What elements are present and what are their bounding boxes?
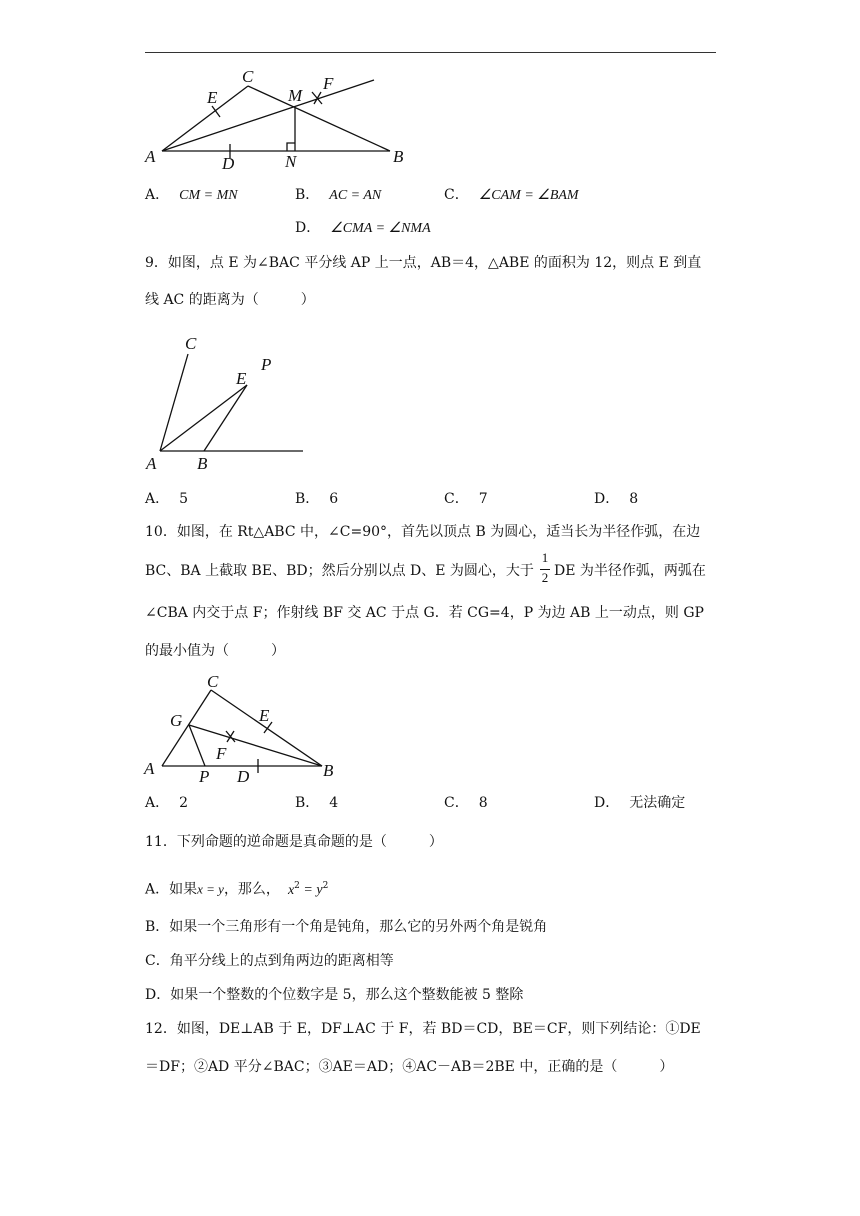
q8-option-d[interactable]: D． ∠CMA = ∠NMA [295,220,431,236]
q10-stem-line1: 10．如图，在 Rt△ABC 中，∠C=90°，首先以顶点 B 为圆心，适当长为半径作弧，在边 [145,524,701,540]
fig10-label-P: P [199,767,210,786]
q8-option-b[interactable]: B． AC = AN [295,187,382,203]
ray-BG [189,725,322,766]
q10-option-b[interactable]: B． 4 [295,795,339,811]
q12-stem-line1: 12．如图，DE⊥AB 于 E，DF⊥AC 于 F，若 BD＝CD，BE＝CF，则下列结论：①DE [145,1021,701,1037]
q10-stem-line2b: DE 为半径作弧，两弧在 [554,563,706,579]
fig10-label-B: B [323,761,334,780]
q9-option-a[interactable]: A． 5 [145,491,189,507]
fig10-label-A: A [144,759,155,778]
q10-option-a[interactable]: A． 2 [145,795,189,811]
q10-stem-line4: 的最小值为（ ） [145,643,285,659]
fig8-label-M: M [288,86,303,105]
q11-option-c[interactable]: C．角平分线上的点到角两边的距离相等 [145,953,394,969]
q9-option-b[interactable]: B． 6 [295,491,339,507]
q11-option-d[interactable]: D．如果一个整数的个位数字是 5，那么这个整数能被 5 整除 [145,987,524,1003]
fig8-label-A: A [145,147,156,166]
q10-option-d[interactable]: D． 无法确定 [594,795,686,811]
q9-figure [140,328,315,478]
fig10-label-D: D [237,767,250,786]
fig9-label-E: E [236,369,247,388]
fig8-label-F: F [323,74,334,93]
fig8-label-E: E [207,88,218,107]
segment-BE [204,385,247,451]
right-angle-mark [287,143,295,151]
q11-option-b[interactable]: B．如果一个三角形有一个角是钝角，那么它的另外两个角是锐角 [145,919,548,935]
fig8-label-N: N [285,152,297,171]
fig9-label-B: B [197,454,208,473]
fig9-label-C: C [185,334,197,353]
fig10-label-G: G [170,711,183,730]
header-rule [145,52,716,53]
q9-option-d[interactable]: D． 8 [594,491,639,507]
fig9-label-A: A [146,454,157,473]
fig8-label-C: C [242,67,254,86]
segment-GP [189,725,205,766]
q9-option-c[interactable]: C． 7 [444,491,488,507]
q9-stem-line2: 线 AC 的距离为（ ） [145,292,315,308]
segment-AC [162,86,248,151]
q12-stem-line2: ＝DF；②AD 平分∠BAC；③AE＝AD；④AC－AB＝2BE 中，正确的是（ ） [145,1059,674,1075]
fig8-label-D: D [222,154,235,173]
fig10-label-F: F [216,744,227,763]
q8-figure [140,66,430,176]
q11-option-a[interactable]: A．如果x = y，那么， $x^2 = y^2$ [145,881,329,898]
fig10-label-C: C [207,672,219,691]
ray-AC [160,354,188,451]
ray-AP [160,385,247,451]
q10-figure [140,670,340,788]
ray-AF [162,80,374,151]
q10-stem-line2a: BC、BA 上截取 BE、BD；然后分别以点 D、E 为圆心，大于 [145,563,534,579]
fig9-label-P: P [261,355,272,374]
fig8-label-B: B [393,147,404,166]
fig10-label-E: E [259,706,270,725]
q10-option-c[interactable]: C． 8 [444,795,488,811]
q11-stem: 11．下列命题的逆命题是真命题的是（ ） [145,834,443,850]
segment-CB [211,690,322,766]
q10-fraction-numerator: 1 [541,550,549,565]
q10-stem-line3: ∠CBA 内交于点 F；作射线 BF 交 AC 于点 G．若 CG=4，P 为边 AB 上一动点，则 GP [145,605,704,621]
q9-stem-line1: 9．如图，点 E 为∠BAC 平分线 AP 上一点，AB＝4，△ABE 的面积为 12，则点 E 到直 [145,255,702,271]
q10-fraction-denominator: 2 [541,570,549,585]
q8-option-c[interactable]: C． ∠CAM = ∠BAM [444,187,579,203]
q8-option-a[interactable]: A． CM = MN [145,187,238,203]
